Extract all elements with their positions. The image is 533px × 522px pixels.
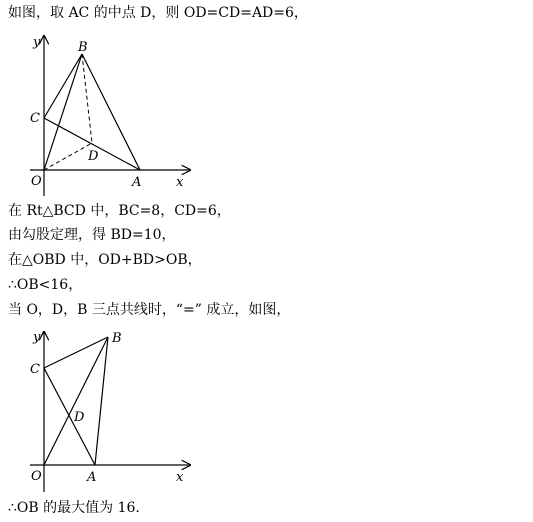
text-line-3: 由勾股定理，得 BD=10， [8,227,176,243]
label-d: D [74,410,85,425]
text-line-1: 如图，取 AC 的中点 D，则 OD=CD=AD=6， [8,5,308,21]
figure-1-diagram [0,28,220,198]
label-o: O [31,469,42,484]
label-b: B [78,40,88,55]
text-line-7: ∴OB 的最大值为 16. [8,500,140,516]
text-line-4: 在△OBD 中，OD+BD>OB， [8,252,202,268]
text-line-5: ∴OB<16， [8,277,83,293]
label-c: C [30,111,40,126]
label-y: y [33,35,41,50]
segment-ob [44,337,108,465]
segment-bc [44,54,82,118]
label-y: y [33,330,41,345]
label-d: D [88,149,99,164]
segment-cb [44,337,108,368]
label-b: B [112,331,122,346]
label-o: O [31,174,42,189]
segment-ba [95,337,108,465]
segment-bd-dashed [82,54,92,143]
label-x: x [176,175,184,190]
label-c: C [30,362,40,377]
segment-ob [44,54,82,170]
text-line-2: 在 Rt△BCD 中，BC=8，CD=6， [8,203,231,219]
text-line-6: 当 O，D，B 三点共线时，“=” 成立，如图， [8,302,291,318]
label-x: x [176,470,184,485]
figure-2-diagram [0,325,220,495]
label-a: A [132,175,142,190]
label-a: A [87,470,97,485]
